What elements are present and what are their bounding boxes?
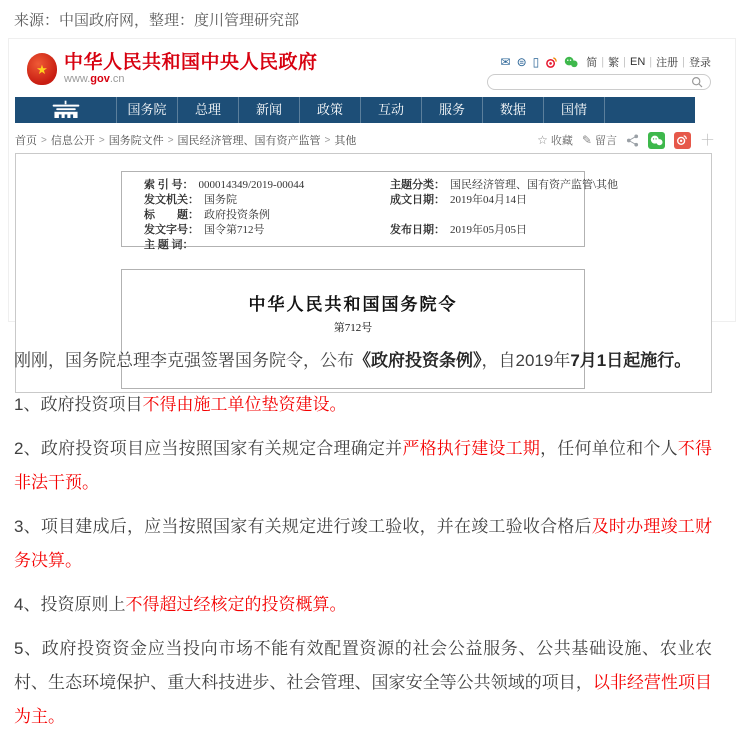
- text-segment: 2、政府投资项目应当按照国家有关规定合理确定并: [14, 439, 403, 458]
- text-segment: 不得非法干预。: [14, 439, 713, 492]
- text-segment: 刚刚，国务院总理李克强签署国务院令，公布: [14, 351, 354, 370]
- text-segment: 1、政府投资项目: [14, 395, 143, 414]
- text-segment: 严格执行建设工期: [402, 439, 541, 458]
- info-label: 发文机关：: [144, 194, 199, 206]
- info-value: 政府投资条例: [204, 209, 270, 221]
- weibo-icon[interactable]: [545, 56, 558, 69]
- comment-label: 留言: [594, 135, 617, 147]
- text-segment: ，任何单位和个人: [540, 439, 678, 458]
- site-url: www.gov.cn: [64, 73, 125, 85]
- main-nav: [15, 97, 695, 123]
- top-link-separator: |: [623, 56, 626, 68]
- top-link-separator: |: [601, 56, 605, 68]
- info-label: 主 题 词：: [144, 239, 194, 251]
- site-title: 中华人民共和国中央人民政府: [64, 52, 318, 73]
- info-row: [390, 223, 618, 238]
- info-label: 发文字号：: [144, 224, 199, 236]
- breadcrumb-separator: >: [324, 134, 331, 146]
- nav-items: [117, 97, 605, 123]
- info-label: 主题分类：: [390, 179, 445, 191]
- breadcrumb-separator: >: [41, 134, 47, 146]
- pencil-icon: ✎: [581, 133, 592, 147]
- breadcrumb-link: 其他: [334, 135, 357, 147]
- rule-item-2: [14, 432, 712, 500]
- info-row: [390, 238, 618, 253]
- info-value: 000014349/2019-00044: [198, 179, 305, 191]
- nav-item[interactable]: 政策: [300, 97, 361, 123]
- nav-item[interactable]: 国务院: [117, 97, 178, 123]
- text-segment: 3、项目建成后，应当按照国家有关规定进行竣工验收，并在竣工验收合格后: [14, 517, 592, 536]
- breadcrumb-separator: >: [167, 134, 174, 146]
- comment-button[interactable]: [582, 132, 617, 148]
- nav-item[interactable]: 国情: [544, 97, 605, 123]
- share-button[interactable]: [626, 134, 639, 147]
- language-links: [586, 54, 711, 70]
- intro-paragraph: [14, 344, 712, 378]
- document-info-table: [121, 171, 619, 251]
- weibo-share-icon[interactable]: [674, 132, 691, 149]
- site-search[interactable]: [487, 74, 711, 90]
- logo-text: [64, 52, 318, 86]
- site-header: [9, 39, 735, 93]
- text-segment: ，自2019年: [481, 351, 571, 370]
- info-column-right: [390, 178, 618, 253]
- breadcrumb-link[interactable]: 国务院文件: [108, 135, 164, 147]
- info-row: [144, 238, 304, 253]
- favorite-label: 收藏: [550, 135, 573, 147]
- top-link-separator: |: [682, 56, 685, 68]
- info-row: [390, 178, 618, 193]
- info-row: [144, 223, 304, 238]
- info-row: [144, 208, 304, 223]
- breadcrumb-row: [15, 131, 715, 149]
- utility-row: [487, 55, 711, 69]
- text-segment: 不得由施工单位垫资建设。: [142, 395, 347, 414]
- info-value: 国务院: [204, 194, 237, 206]
- breadcrumb-link[interactable]: 首页: [15, 135, 37, 147]
- nav-item[interactable]: 互动: [361, 97, 422, 123]
- page-actions: [537, 132, 715, 149]
- info-value: 2019年05月05日: [450, 224, 527, 236]
- wechat-icon[interactable]: [564, 56, 578, 68]
- info-label: 索 引 号：: [144, 179, 194, 191]
- message-board-icon[interactable]: ⊜: [516, 55, 527, 69]
- info-row: [390, 208, 618, 223]
- info-label: 成文日期：: [390, 194, 445, 206]
- mail-icon[interactable]: ✉: [500, 55, 511, 69]
- favorite-button[interactable]: [537, 132, 573, 148]
- search-icon[interactable]: [691, 76, 704, 94]
- text-segment: 7月1日起施行。: [570, 351, 692, 370]
- breadcrumb-link[interactable]: 信息公开: [50, 135, 95, 147]
- info-value: 国令第712号: [204, 224, 265, 236]
- search-input[interactable]: [488, 78, 710, 92]
- govcn-screenshot: [8, 38, 736, 334]
- text-segment: 5、政府投资资金应当投向市场不能有效配置资源的社会公益服务、公共基础设施、农业农村、生态环境保护、重大科技进步、社会管理、国家安全等公共领域的项目，: [14, 639, 712, 692]
- top-link[interactable]: 繁: [608, 57, 620, 69]
- decree-title: 中华人民共和国国务院令: [248, 295, 458, 314]
- nav-item[interactable]: 总理: [178, 97, 239, 123]
- nav-item[interactable]: 数据: [483, 97, 544, 123]
- top-link[interactable]: 注册: [656, 57, 679, 69]
- article-source: 来源：中国政府网，整理：度川管理研究部: [14, 12, 300, 29]
- share-icon: [626, 134, 639, 147]
- text-segment: 不得超过经核定的投资概算。: [125, 595, 347, 614]
- top-link[interactable]: 登录: [689, 57, 711, 69]
- tiananmen-icon: [50, 100, 82, 120]
- article-body: [0, 322, 738, 744]
- text-segment: 以非经营性项目为主。: [14, 673, 713, 726]
- more-share-icon[interactable]: ＋: [699, 131, 715, 149]
- info-label: 标 题：: [144, 209, 199, 221]
- info-row: [144, 193, 304, 208]
- govcn-logo[interactable]: [27, 52, 318, 86]
- rule-item-4: [14, 588, 712, 622]
- info-row: [144, 178, 304, 193]
- info-column-left: [144, 178, 304, 253]
- star-icon: ☆: [537, 133, 548, 147]
- text-segment: 及时办理竣工财务决算。: [14, 517, 713, 570]
- nav-home[interactable]: [15, 97, 117, 123]
- national-emblem-icon: ★: [27, 53, 57, 85]
- top-link-separator: |: [649, 56, 653, 68]
- info-row: [390, 193, 618, 208]
- text-segment: 4、投资原则上: [14, 595, 126, 614]
- nav-item[interactable]: 服务: [422, 97, 483, 123]
- info-value: 2019年04月14日: [450, 194, 527, 206]
- wechat-share-icon[interactable]: [648, 132, 665, 149]
- nav-item[interactable]: 新闻: [239, 97, 300, 123]
- text-segment: 《政府投资条例》: [354, 351, 482, 370]
- nav-filler: [605, 97, 695, 123]
- breadcrumb: [15, 132, 356, 148]
- rule-item-5: [14, 632, 712, 734]
- info-value: 国民经济管理、国有资产监管\其他: [450, 179, 619, 191]
- rule-item-1: [14, 388, 712, 422]
- header-utilities: [487, 55, 711, 90]
- top-link[interactable]: EN: [630, 56, 646, 68]
- info-label: 发布日期：: [390, 224, 445, 236]
- decree-number: 第712号: [333, 322, 373, 334]
- breadcrumb-separator: >: [98, 134, 105, 146]
- rule-item-3: [14, 510, 712, 578]
- breadcrumb-link[interactable]: 国民经济管理、国有资产监管: [177, 135, 321, 147]
- mobile-icon[interactable]: ▯: [532, 55, 540, 69]
- top-link[interactable]: 简: [586, 57, 598, 69]
